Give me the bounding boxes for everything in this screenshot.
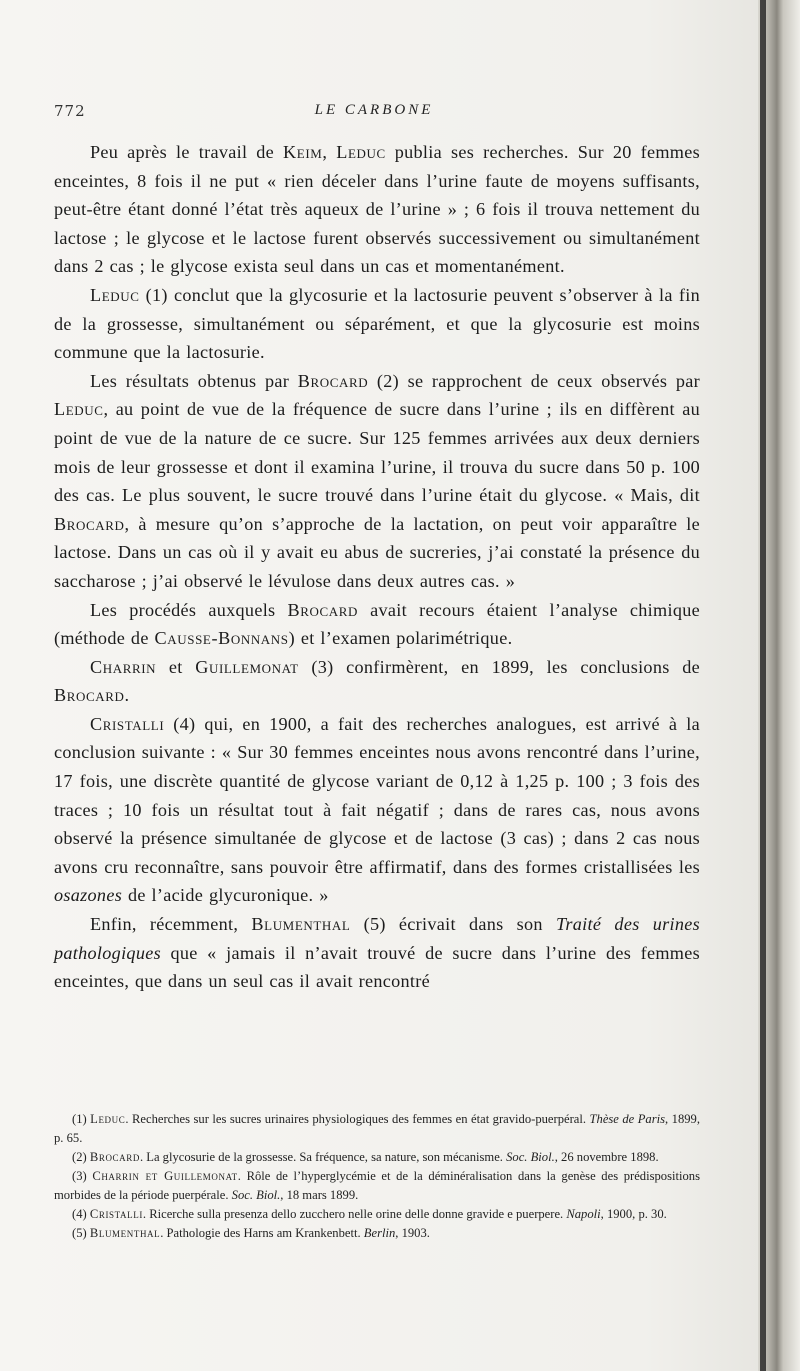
footnote-1: (1) Leduc. Recherches sur les sucres urinaires physiologiques des femmes en état gravido-puerpéral. Thèse de Paris, 1899, p. 65. (54, 1112, 700, 1145)
page-number: 772 (54, 102, 86, 120)
footnote-5: (5) Blumenthal. Pathologie des Harns am Krankenbett. Berlin, 1903. (72, 1226, 430, 1240)
paragraph-6: Cristalli (4) qui, en 1900, a fait des recherches analogues, est arrivé à la conclusion suivante : « Sur 30 femmes enceintes nous avons rencontré dans l’urine, 17 fois, une discrète quantité de glycose variant de 0,12 à 1,25 p. 100 ; 3 fois des traces ; 10 fois un résultat tout à fait négatif ; dans de rares cas, nous avons observé la présence simultanée de glycose et de lactose (3 cas) ; dans 2 cas nous avons cru reconnaître, sans pouvoir être affirmatif, dans des formes cristallisées les osazones de l’acide glycuronique. » (54, 713, 700, 906)
paragraph-5: Charrin et Guillemonat (3) confirmèrent, en 1899, les conclusions de Brocard. (54, 656, 701, 706)
footnote-3: (3) Charrin et Guillemonat. Rôle de l’hyperglycémie et de la déminéralisation dans la genèse des prédispositions morbides de la période puerpérale. Soc. Biol., 18 mars 1899. (54, 1169, 700, 1202)
main-text (54, 138, 700, 996)
footnote-2: (2) Brocard. La glycosurie de la grossesse. Sa fréquence, sa nature, son mécanisme. Soc. Biol., 26 novembre 1898. (72, 1150, 659, 1164)
running-title: LE CARBONE (314, 102, 434, 118)
footnotes (54, 1110, 700, 1243)
page-header (54, 102, 754, 124)
footnote-4: (4) Cristalli. Ricerche sulla presenza dello zucchero nelle orine delle donne gravide e puerpere. Napoli, 1900, p. 30. (72, 1207, 667, 1221)
binding-edge (760, 0, 766, 1371)
paragraph-7: Enfin, récemment, Blumenthal (5) écrivait dans son Traité des urines pathologiques que « jamais il n’avait trouvé de sucre dans l’urine des femmes enceintes, que dans un seul cas il avait rencontré (54, 914, 700, 992)
paragraph-2: Leduc (1) conclut que la glycosurie et la lactosurie peuvent s’observer à la fin de la grossesse, simultanément ou séparément, et que la glycosurie est moins commune que la lactosurie. (54, 284, 700, 363)
paragraph-3: Les résultats obtenus par Brocard (2) se rapprochent de ceux observés par Leduc, au point de vue de la fréquence de sucre dans l’urine ; ils en diffèrent au point de vue de la nature de ce sucre. Sur 125 femmes arrivées aux deux derniers mois de leur grossesse et dont il examina l’urine, il trouva du sucre dans 50 p. 100 des cas. Le plus souvent, le sucre trouvé dans l’urine était du glycose. « Mais, dit Brocard, à mesure qu’on s’approche de la lactation, on peut voir apparaître le lactose. Dans un cas où il y avait eu abus de sucreries, j’ai constaté la présence du saccharose ; j’ai observé le lévulose dans deux autres cas. » (54, 370, 700, 591)
paragraph-4: Les procédés auxquels Brocard avait recours étaient l’analyse chimique (méthode de Causse-Bonnans) et l’examen polarimétrique. (54, 599, 700, 649)
paragraph-1: Peu après le travail de Keim, Leduc publia ses recherches. Sur 20 femmes enceintes, 8 fois il ne put « rien déceler dans l’urine faute de moyens suffisants, peut-être étant donné l’état très aqueux de l’urine » ; 6 fois il trouva nettement du lactose ; le glycose et le lactose furent observés successivement ou simultanément dans 2 cas ; le glycose exista seul dans un cas et momentanément. (54, 142, 700, 277)
